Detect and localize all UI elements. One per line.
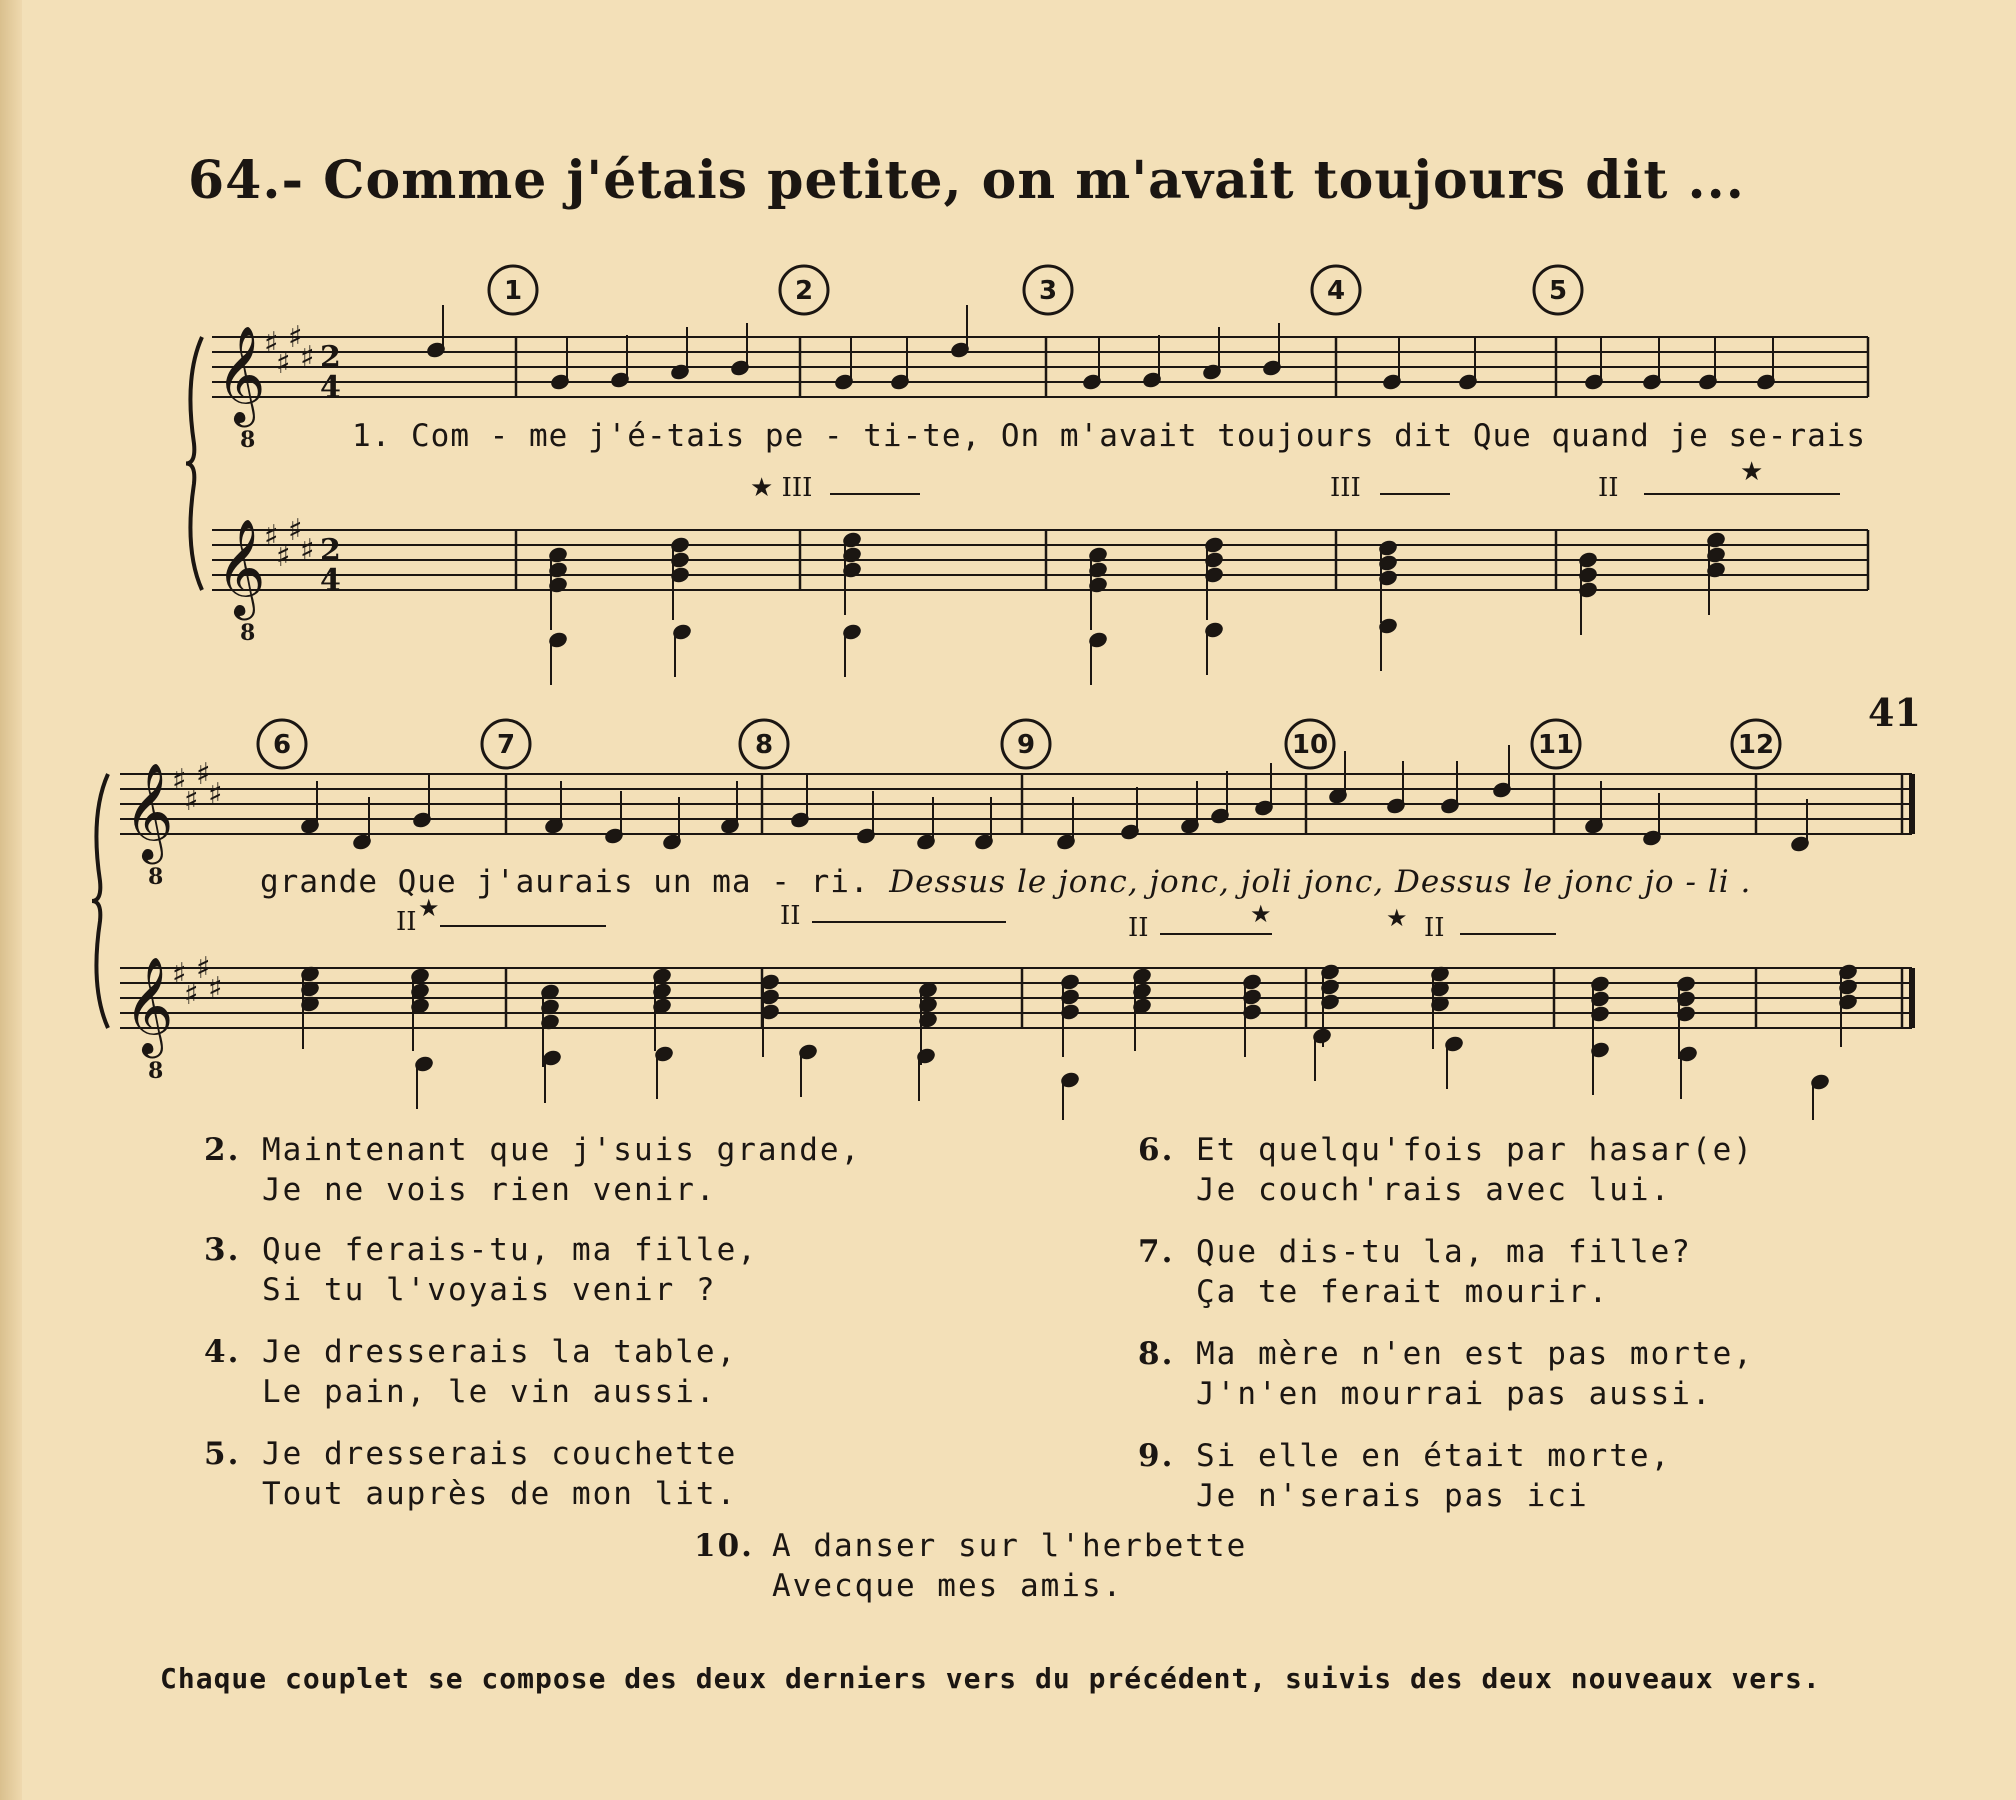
sharp-sign: ♯: [264, 519, 279, 554]
measure-number: 1: [503, 276, 523, 306]
sharp-sign: ♯: [300, 340, 315, 375]
sharp-sign: ♯: [288, 513, 303, 548]
harmonic-star: ★: [1250, 900, 1272, 928]
verse-line: Avecque mes amis.: [772, 1568, 1124, 1604]
verse-number: 4.: [204, 1334, 241, 1370]
octave-mark: 8: [148, 864, 164, 890]
verse-9: [1138, 1436, 1672, 1516]
verse-2: [204, 1130, 862, 1210]
verse-number: 5.: [204, 1436, 241, 1472]
measure-number: 11: [1537, 730, 1575, 760]
verse-10: [694, 1526, 1248, 1606]
verse-7: [1138, 1232, 1692, 1312]
measure-number: 5: [1548, 276, 1568, 306]
page-number: 41: [1868, 690, 1921, 735]
position-mark: II: [1128, 913, 1149, 943]
verse-number: 10.: [694, 1528, 754, 1564]
verse-line: Je dresserais couchette: [262, 1436, 738, 1472]
verse-line: Que dis-tu la, ma fille?: [1196, 1234, 1692, 1270]
sharp-sign: ♯: [208, 971, 223, 1006]
sharp-sign: ♯: [172, 763, 187, 798]
octave-mark: 8: [240, 427, 256, 453]
sharp-sign: ♯: [172, 957, 187, 992]
verse-line: Si tu l'voyais venir ?: [262, 1272, 717, 1308]
lyrics-line-2: [260, 864, 1751, 900]
verse-number: 8.: [1138, 1336, 1175, 1372]
treble-clef: 𝄞: [216, 518, 266, 616]
verse-line: Et quelqu'fois par hasar(e): [1196, 1132, 1754, 1168]
measure-number: 4: [1326, 276, 1346, 306]
time-signature: 2: [320, 533, 341, 568]
octave-mark: 8: [148, 1058, 164, 1084]
position-mark: II: [780, 901, 801, 931]
treble-clef: 𝄞: [216, 325, 266, 423]
verse-number: 6.: [1138, 1132, 1175, 1168]
system-brace: [186, 337, 202, 590]
treble-clef: 𝄞: [124, 762, 174, 860]
verse-4: [204, 1332, 738, 1412]
verse-number: 7.: [1138, 1234, 1175, 1270]
treble-clef: 𝄞: [124, 956, 174, 1054]
verse-line: Si elle en était morte,: [1196, 1438, 1672, 1474]
sharp-sign: ♯: [288, 320, 303, 355]
time-signature: 2: [320, 340, 341, 375]
song-title: 64.- Comme j'étais petite, on m'avait toujours dit ...: [188, 150, 1745, 211]
sharp-sign: ♯: [264, 326, 279, 361]
measure-number: 8: [754, 730, 774, 760]
sharp-sign: ♯: [208, 777, 223, 812]
footnote: Chaque couplet se compose des deux derniers vers du précédent, suivis des deux nouveaux vers.: [160, 1662, 1821, 1695]
verse-number: 9.: [1138, 1438, 1175, 1474]
verse-8: [1138, 1334, 1754, 1414]
verse-6: [1138, 1130, 1754, 1210]
measure-number: 12: [1737, 730, 1775, 760]
position-mark: ★ III: [750, 473, 813, 503]
measure-number: 2: [794, 276, 814, 306]
verse-line: Que ferais-tu, ma fille,: [262, 1232, 758, 1268]
measure-number: 9: [1016, 730, 1036, 760]
verse-line: Maintenant que j'suis grande,: [262, 1132, 862, 1168]
verse-line: Je dresserais la table,: [262, 1334, 738, 1370]
verse-line: Je n'serais pas ici: [1196, 1478, 1589, 1514]
time-signature: 4: [320, 563, 341, 598]
verse-line: Ma mère n'en est pas morte,: [1196, 1336, 1754, 1372]
lyrics-line-2-refrain: Dessus le jonc, jonc, joli jonc, Dessus le jonc jo - li .: [889, 864, 1752, 900]
position-mark: II: [1424, 913, 1445, 943]
sharp-sign: ♯: [184, 977, 199, 1012]
position-mark: II: [1598, 473, 1619, 503]
position-mark: III: [1330, 473, 1361, 503]
harmonic-star: ★: [418, 894, 440, 922]
time-signature: 4: [320, 370, 341, 405]
measure-number: 7: [496, 730, 516, 760]
system-brace: [92, 774, 108, 1028]
verse-line: J'n'en mourrai pas aussi.: [1196, 1376, 1713, 1412]
sharp-sign: ♯: [196, 951, 211, 986]
sharp-sign: ♯: [300, 533, 315, 568]
verse-line: Je couch'rais avec lui.: [1196, 1172, 1672, 1208]
verse-line: Tout auprès de mon lit.: [262, 1476, 738, 1512]
verse-line: A danser sur l'herbette: [772, 1528, 1248, 1564]
harmonic-star: ★: [1386, 904, 1408, 932]
verse-line: Ça te ferait mourir.: [1196, 1274, 1610, 1310]
measure-number: 3: [1038, 276, 1058, 306]
verse-number: 3.: [204, 1232, 241, 1268]
position-mark: II: [396, 907, 417, 937]
sharp-sign: ♯: [184, 783, 199, 818]
verse-5: [204, 1434, 738, 1514]
sharp-sign: ♯: [276, 346, 291, 381]
verse-3: [204, 1230, 758, 1310]
sharp-sign: ♯: [276, 539, 291, 574]
measure-number: 10: [1291, 730, 1329, 760]
octave-mark: 8: [240, 620, 256, 646]
harmonic-star: ★: [1740, 457, 1764, 487]
verse-line: Le pain, le vin aussi.: [262, 1374, 717, 1410]
lyrics-line-2-roman: grande Que j'aurais un ma - ri.: [260, 864, 870, 900]
sharp-sign: ♯: [196, 757, 211, 792]
measure-number: 6: [272, 730, 292, 760]
verse-line: Je ne vois rien venir.: [262, 1172, 717, 1208]
verse-number: 2.: [204, 1132, 241, 1168]
lyrics-line-1: 1. Com - me j'é-tais pe - ti-te, On m'avait toujours dit Que quand je se-rais: [352, 418, 1867, 454]
